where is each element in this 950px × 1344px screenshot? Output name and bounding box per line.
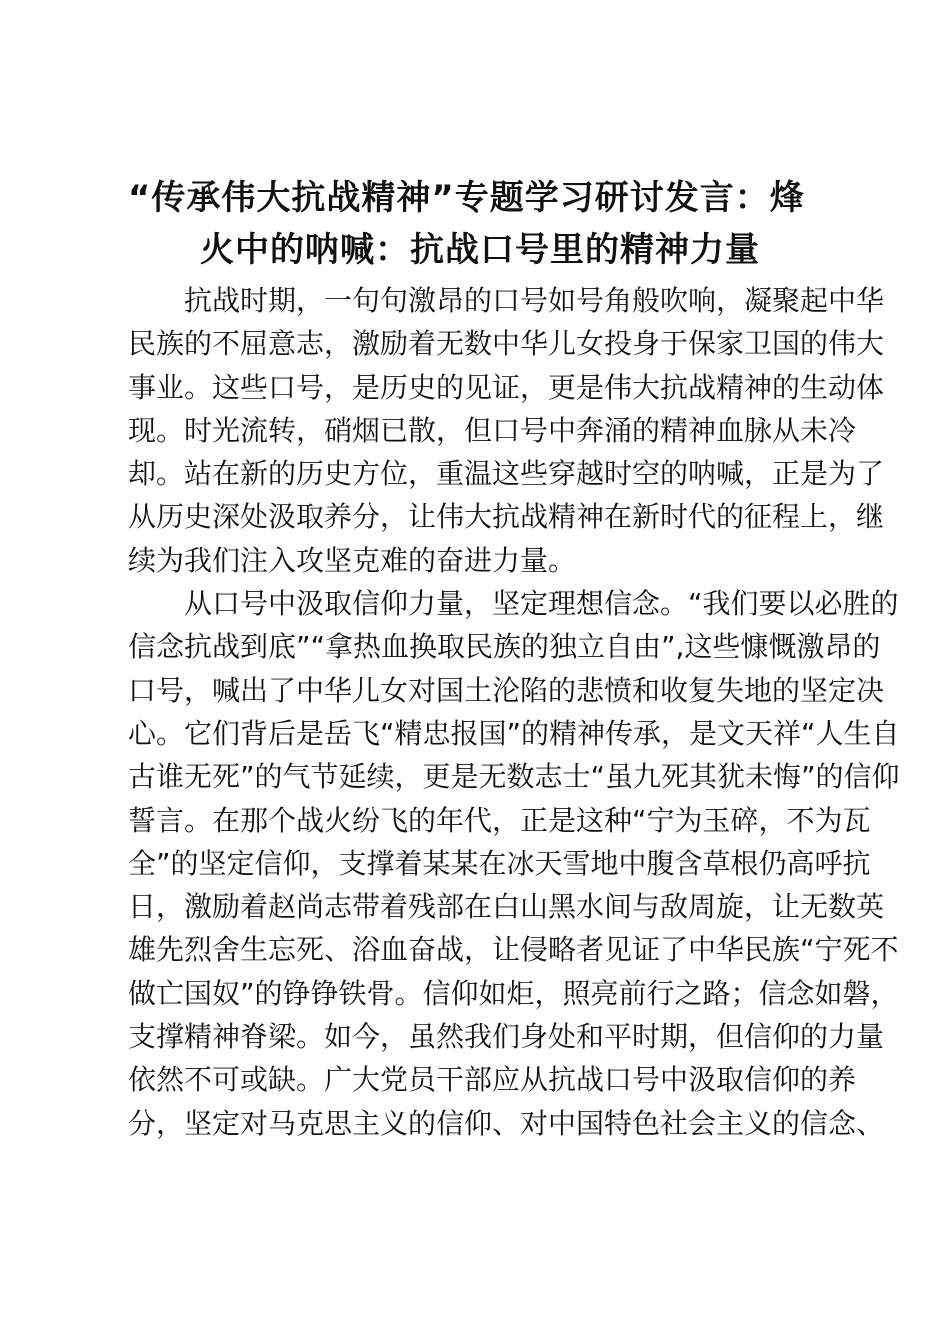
- text-line: 却。站在新的历史方位，重温这些穿越时空的呐喊，正是为了: [128, 457, 885, 491]
- text-line: 依然不可或缺。广大党员干部应从抗战口号中汲取信仰的养: [128, 1063, 857, 1097]
- text-line: 分，坚定对马克思主义的信仰、对中国特色社会主义的信念、: [128, 1106, 885, 1140]
- text-line: 雄先烈舍生忘死、浴血奋战，让侵略者见证了中华民族“宁死不: [128, 933, 899, 967]
- text-line: 全”的坚定信仰，支撑着某某在冰天雪地中腹含草根仍高呼抗: [128, 846, 871, 880]
- text-line: 续为我们注入攻坚克难的奋进力量。: [128, 543, 577, 577]
- text-line: 信念抗战到底”“拿热血换取民族的独立自由”,这些慷慨激昂的: [128, 630, 881, 664]
- title-line: “传承伟大抗战精神”专题学习研讨发言：烽: [128, 178, 805, 218]
- text-line: 民族的不屈意志，激励着无数中华儿女投身于保家卫国的伟大: [128, 327, 885, 361]
- text-line: 抗战时期，一句句激昂的口号如号角般吹响，凝聚起中华: [184, 284, 885, 317]
- text-line: 日，激励着赵尚志带着残部在白山黑水间与敌周旋，让无数英: [128, 890, 885, 924]
- text-line: 心。它们背后是岳飞“精忠报国”的精神传承，是文天祥“人生自: [128, 716, 900, 750]
- document-body: [128, 279, 900, 1145]
- paragraph-intro: [128, 279, 885, 582]
- text-line: 从历史深处汲取养分，让伟大抗战精神在新时代的征程上，继: [128, 500, 885, 534]
- text-line: 做亡国奴”的铮铮铁骨。信仰如炬，照亮前行之路；信念如磐，: [128, 976, 899, 1010]
- document-title: [128, 172, 838, 276]
- text-line: 誓言。在那个战火纷飞的年代，正是这种“宁为玉碎，不为瓦: [128, 803, 871, 837]
- paragraph-faith: [128, 582, 900, 1145]
- text-line: 从口号中汲取信仰力量，坚定理想信念。“我们要以必胜的: [184, 587, 899, 621]
- text-line: 现。时光流转，硝烟已散，但口号中奔涌的精神血脉从未冷: [128, 413, 857, 447]
- text-line: 支撑精神脊梁。如今，虽然我们身处和平时期，但信仰的力量: [128, 1020, 885, 1054]
- text-line: 事业。这些口号，是历史的见证，更是伟大抗战精神的生动体: [128, 370, 885, 404]
- text-line: 口号，喊出了中华儿女对国土沦陷的悲愤和收复失地的坚定决: [128, 673, 885, 707]
- title-line: 火中的呐喊：抗战口号里的精神力量: [200, 230, 760, 270]
- text-line: 古谁无死”的气节延续，更是无数志士“虽九死其犹未悔”的信仰: [128, 760, 900, 794]
